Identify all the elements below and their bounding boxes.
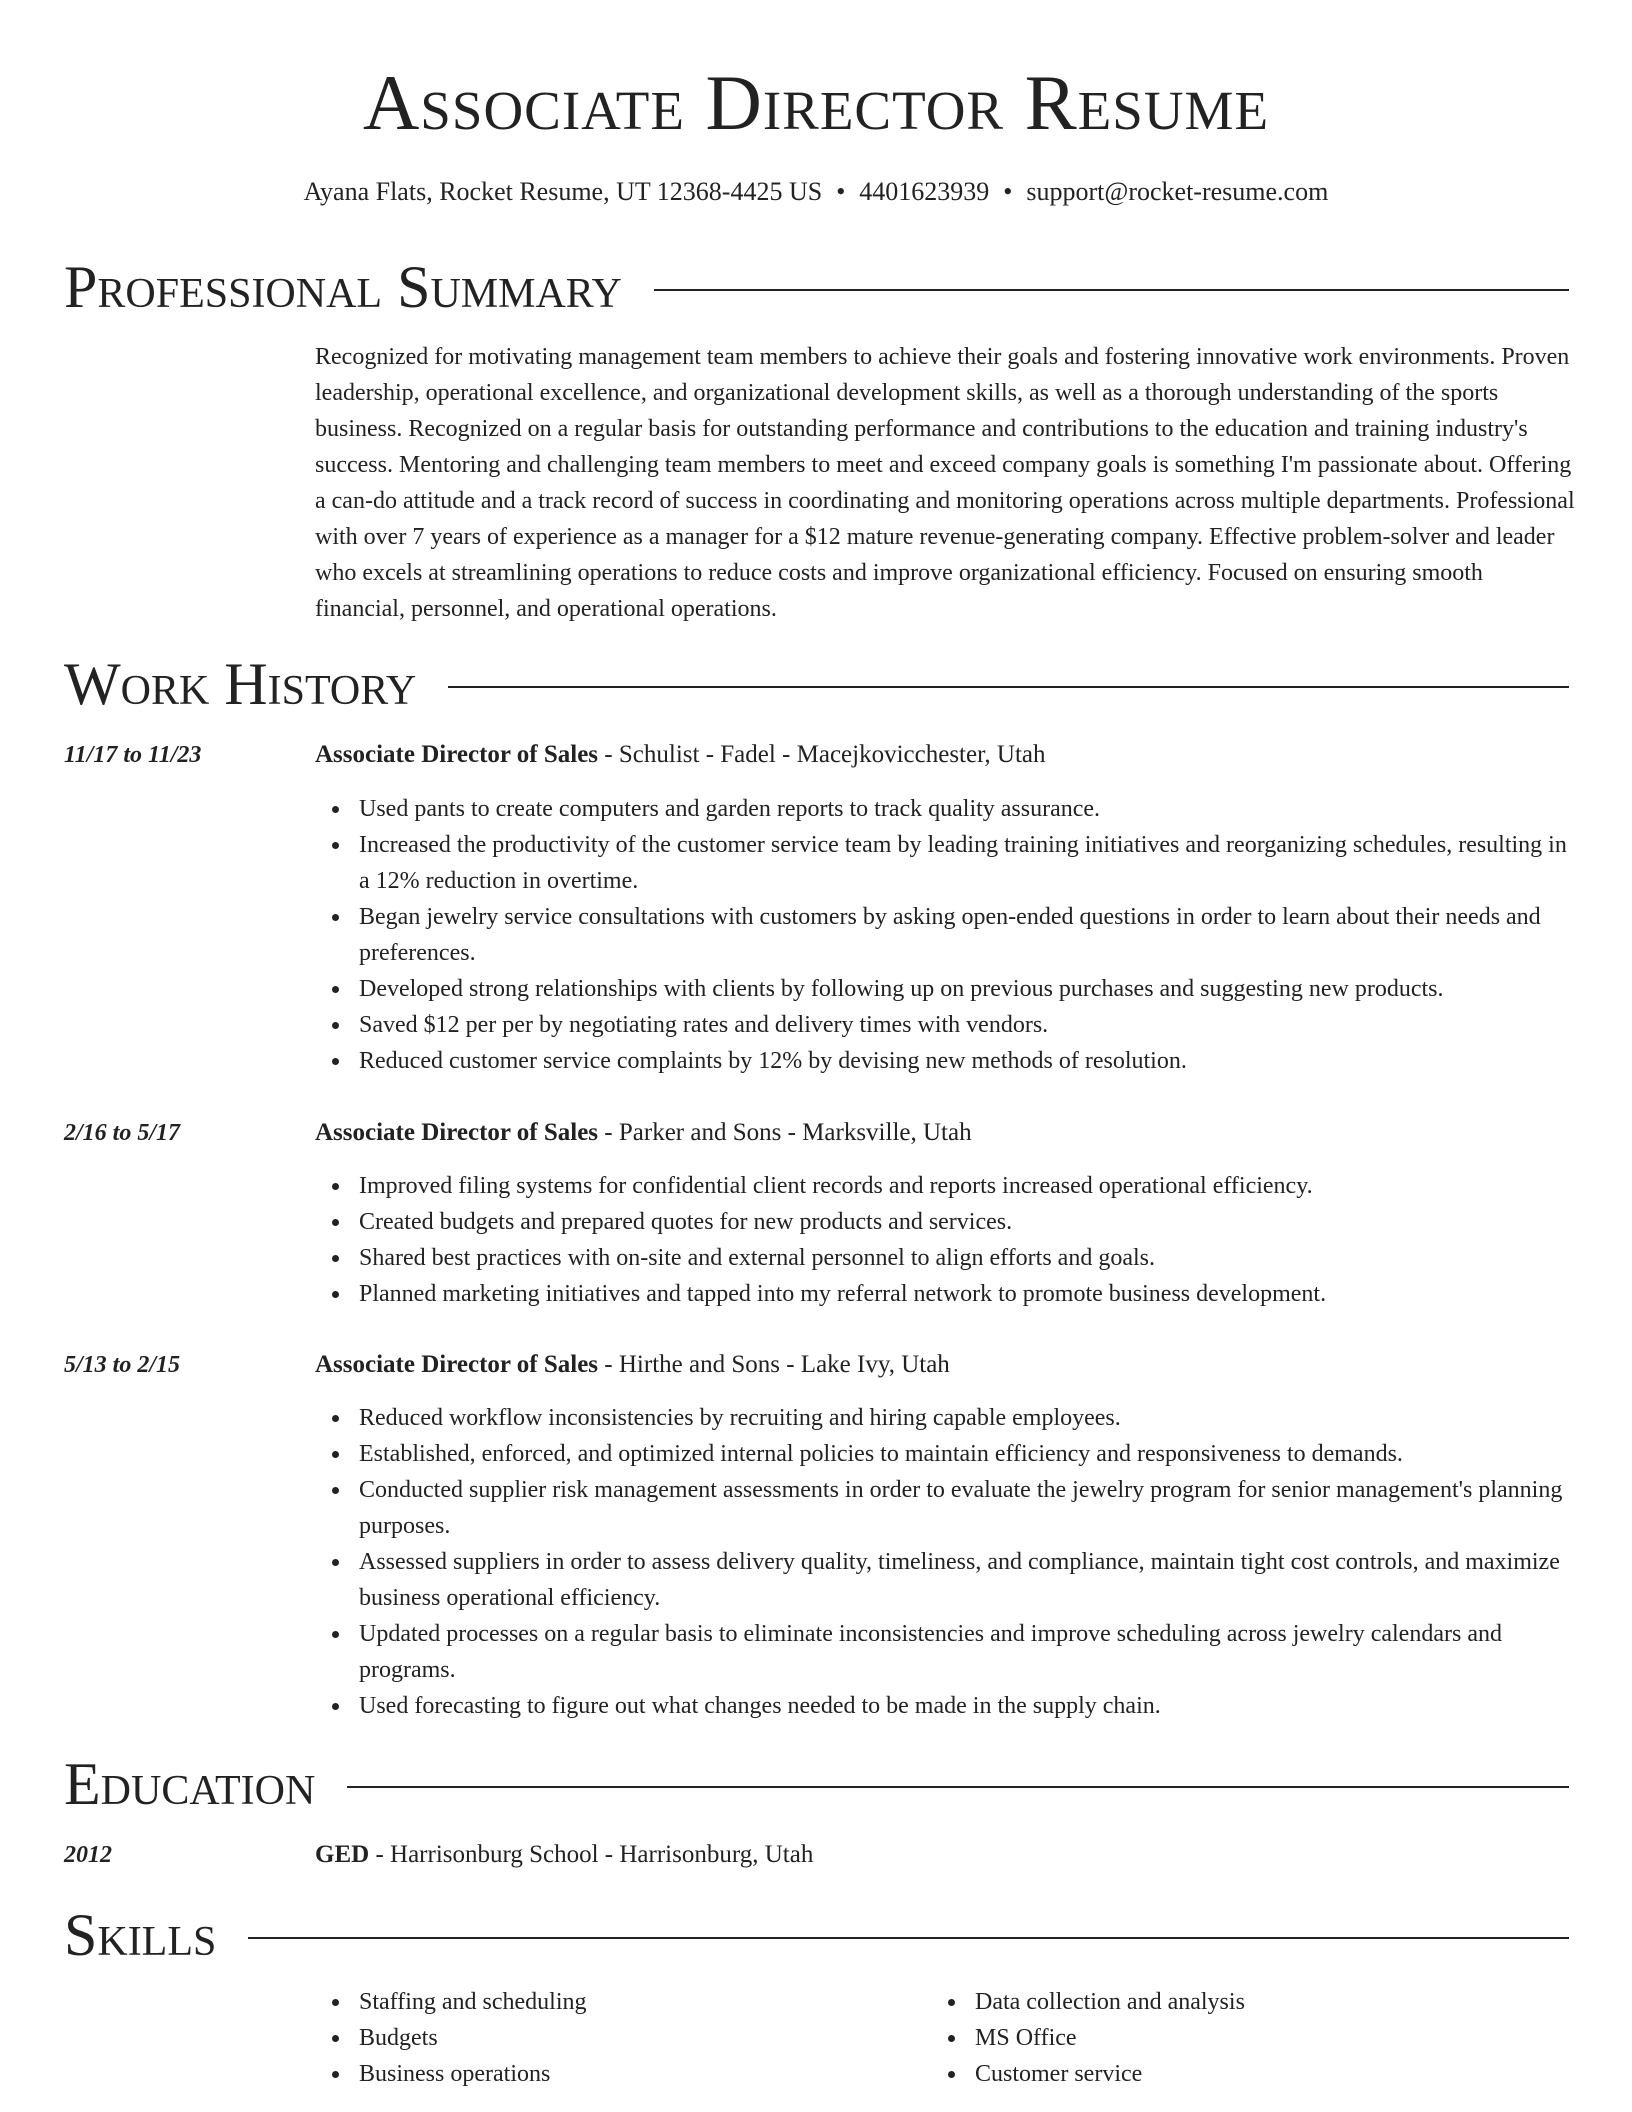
list-item: Established, enforced, and optimized internal policies to maintain efficiency and responsiveness to demands. <box>359 1436 1577 1472</box>
section-title-summary: Professional Summary <box>64 254 622 320</box>
skill-item: Data collection and analysis <box>975 1984 1491 2020</box>
job-heading <box>315 737 1046 773</box>
job-dates: 5/13 to 2/15 <box>64 1352 181 1378</box>
list-item: Shared best practices with on-site and external personnel to align efforts and goals. <box>359 1240 1577 1276</box>
skills-list-right <box>931 1984 1491 2092</box>
job-title: Associate Director of Sales <box>315 1351 599 1378</box>
education-school: - Harrisonburg School - Harrisonburg, Utah <box>369 1841 814 1868</box>
section-header-work-history <box>64 652 1569 716</box>
section-divider <box>248 1937 1569 1939</box>
job-employer: - Hirthe and Sons - Lake Ivy, Utah <box>598 1351 950 1378</box>
list-item: Used pants to create computers and garden reports to track quality assurance. <box>359 791 1577 827</box>
education-degree: GED <box>315 1841 370 1868</box>
skill-item: Budgets <box>359 2020 875 2056</box>
list-item: Reduced workflow inconsistencies by recruiting and hiring capable employees. <box>359 1400 1577 1436</box>
section-divider <box>654 289 1569 291</box>
list-item: Improved filing systems for confidential client records and reports increased operational efficiency. <box>359 1168 1577 1204</box>
list-item: Increased the productivity of the customer service team by leading training initiatives and reorganizing schedules, resulting in a 12% reduction in overtime. <box>359 827 1577 899</box>
list-item: Updated processes on a regular basis to eliminate inconsistencies and improve scheduling across jewelry calendars and programs. <box>359 1616 1577 1688</box>
skill-item: MS Office <box>975 2020 1491 2056</box>
contact-line <box>0 176 1632 208</box>
contact-address: Ayana Flats, Rocket Resume, UT 12368-4425 US <box>303 177 823 206</box>
skill-item: Business operations <box>359 2056 875 2092</box>
contact-separator: • <box>1003 177 1013 206</box>
list-item: Developed strong relationships with clients by following up on previous purchases and suggesting new products. <box>359 971 1577 1007</box>
contact-email: support@rocket-resume.com <box>1026 177 1329 206</box>
section-title-education: Education <box>64 1751 316 1817</box>
job-heading <box>315 1347 950 1383</box>
education-year: 2012 <box>64 1842 112 1868</box>
job-dates: 11/17 to 11/23 <box>64 742 202 768</box>
list-item: Reduced customer service complaints by 12% by devising new methods of resolution. <box>359 1043 1577 1079</box>
education-heading <box>315 1837 813 1873</box>
section-header-education <box>64 1752 1569 1816</box>
section-divider <box>448 686 1569 688</box>
contact-phone: 4401623939 <box>859 177 990 206</box>
list-item: Saved $12 per per by negotiating rates and delivery times with vendors. <box>359 1007 1577 1043</box>
section-title-work-history: Work History <box>64 651 417 717</box>
job-title: Associate Director of Sales <box>315 741 599 768</box>
section-divider <box>347 1786 1569 1788</box>
contact-separator: • <box>836 177 846 206</box>
list-item: Conducted supplier risk management assessments in order to evaluate the jewelry program for senior management's planning purposes. <box>359 1472 1577 1544</box>
summary-paragraph: Recognized for motivating management team members to achieve their goals and fostering innovative work environments. Proven leadership, operational excellence, and organizational development skills, as well as a thorough understanding of the sports business. Recognized on a regular basis for outstanding performance and contributions to the education and training industry's success. Mentoring and challenging team members to meet and exceed company goals is something I'm passionate about. Offering a can-do attitude and a track record of success in coordinating and monitoring operations across multiple departments. Professional with over 7 years of experience as a manager for a $12 mature revenue-generating company. Effective problem-solver and leader who excels at streamlining operations to reduce costs and improve organizational efficiency. Focused on ensuring smooth financial, personnel, and operational operations. <box>315 344 1575 622</box>
skill-item: Staffing and scheduling <box>359 1984 875 2020</box>
job-bullet-list <box>315 1168 1577 1312</box>
section-title-skills: Skills <box>64 1902 217 1968</box>
job-bullet-list <box>315 791 1577 1079</box>
list-item: Planned marketing initiatives and tapped into my referral network to promote business development. <box>359 1276 1577 1312</box>
job-employer: - Parker and Sons - Marksville, Utah <box>598 1119 972 1146</box>
job-bullet-list <box>315 1400 1577 1724</box>
section-header-skills <box>64 1903 1569 1967</box>
list-item: Created budgets and prepared quotes for new products and services. <box>359 1204 1577 1240</box>
skills-list-left <box>315 1984 875 2092</box>
list-item: Began jewelry service consultations with customers by asking open-ended questions in order to learn about their needs and preferences. <box>359 899 1577 971</box>
skill-item: Customer service <box>975 2056 1491 2092</box>
list-item: Used forecasting to figure out what changes needed to be made in the supply chain. <box>359 1688 1577 1724</box>
list-item: Assessed suppliers in order to assess delivery quality, timeliness, and compliance, maintain tight cost controls, and maximize business operational efficiency. <box>359 1544 1577 1616</box>
section-header-summary <box>64 255 1569 319</box>
job-title: Associate Director of Sales <box>315 1119 599 1146</box>
job-dates: 2/16 to 5/17 <box>64 1120 181 1146</box>
job-heading <box>315 1115 972 1151</box>
document-title: Associate Director Resume <box>362 59 1270 146</box>
job-employer: - Schulist - Fadel - Macejkovicchester, Utah <box>598 741 1046 768</box>
